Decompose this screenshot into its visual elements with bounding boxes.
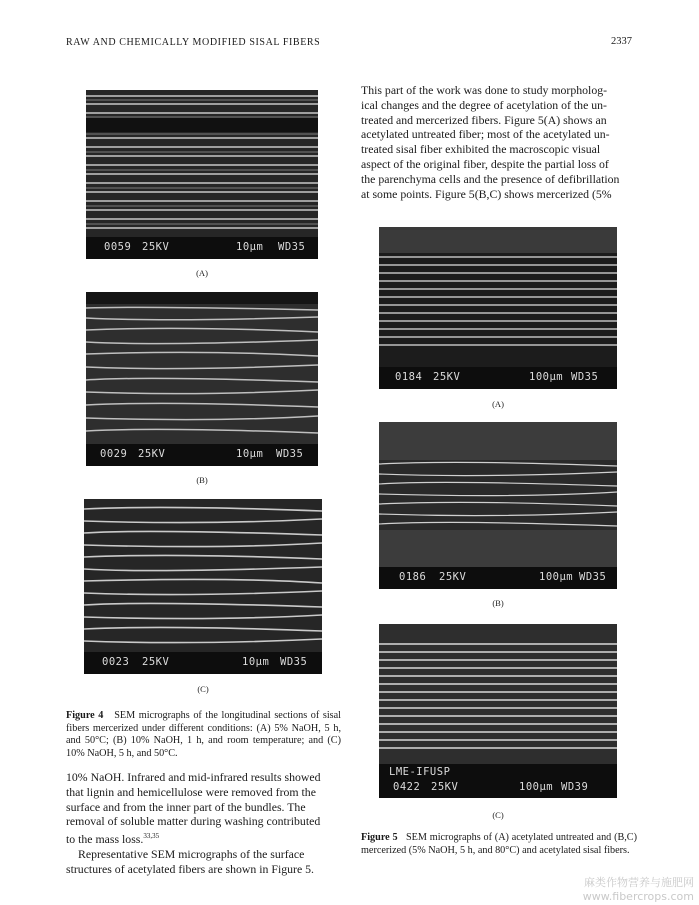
watermark: 麻类作物营养与施肥网 www.fibercrops.com (582, 876, 694, 903)
figure5-caption-label: Figure 5 (361, 832, 398, 843)
figure5-panel-c-micrograph (379, 624, 617, 798)
micrograph-info-bar: 0186 25KV 100µm WD35 (379, 567, 617, 589)
figure4-panel-a-micrograph (86, 90, 318, 259)
figure4-panel-b-micrograph (86, 292, 318, 466)
fiber-texture (379, 227, 617, 367)
micrograph-info-bar: 0029 25KV 10µm WD35 (86, 444, 318, 466)
micrograph-info-bar: LME-IFUSP 0422 25KV 100µm WD39 (379, 764, 617, 798)
figure5-caption (361, 832, 637, 857)
fiber-texture (379, 422, 617, 567)
figure4-caption-text: SEM micrographs of the longitudinal sections of sisal fibers mercerized under different conditions: (A) 5% NaOH, 5 h, and 50°C; (B) 10% NaOH, 1 h, and room temperature; and (C) 10% NaOH, 5 h, and 50°C. (66, 710, 341, 759)
figure4-panel-b-label: (B) (196, 475, 208, 485)
figure5-panel-b-micrograph (379, 422, 617, 589)
figure5-panel-b-label: (B) (492, 598, 504, 608)
left-column-text: 10% NaOH. Infrared and mid-infrared results showed that lignin and hemicellulose were removed from the surface and from the inner part of the bundles. The removal of soluble matter during washing contributed to the mass loss.$^{33,35}$ Representative SEM micrographs of the surface structures of acetylated fibers are shown in Figure 5. (66, 770, 321, 876)
fiber-texture (86, 292, 318, 444)
figure5-caption-text: SEM micrographs of (A) acetylated untreated and (B,C) mercerized (5% NaOH, 5 h, and 80°C) and acetylated sisal fibers. (361, 832, 637, 856)
figure4-panel-a-label: (A) (196, 268, 208, 278)
figure5-panel-a-label: (A) (492, 399, 504, 409)
figure5-panel-c-label: (C) (492, 810, 504, 820)
micrograph-info-bar: 0059 25KV 10µm WD35 (86, 237, 318, 259)
micrograph-info-bar: 0184 25KV 100µm WD35 (379, 367, 617, 389)
figure5-panel-a-micrograph (379, 227, 617, 389)
figure4-panel-c-micrograph (84, 499, 322, 674)
page-number: 2337 (611, 36, 632, 47)
fiber-texture (84, 499, 322, 652)
figure4-caption (66, 710, 341, 760)
figure4-caption-label: Figure 4 (66, 710, 104, 721)
fiber-texture (86, 90, 318, 237)
running-title: RAW AND CHEMICALLY MODIFIED SISAL FIBERS (66, 37, 321, 48)
figure4-panel-c-label: (C) (197, 684, 209, 694)
micrograph-info-bar: 0023 25KV 10µm WD35 (84, 652, 322, 674)
right-column-text: This part of the work was done to study morpholog- ical changes and the degree of acetylation of the un- treated and mercerized fibers. Figure 5(A) shows an acetylated untreated fiber; most of the acetylated un- treated sisal fiber exhibited the macroscopic visual aspect of the original fiber, despite the partial loss of the parenchyma cells and the presence of defibrillation at some points. Figure 5(B,C) shows mercerized (5% (361, 83, 620, 201)
fiber-texture (379, 624, 617, 764)
citation: 33,35 (143, 832, 160, 841)
